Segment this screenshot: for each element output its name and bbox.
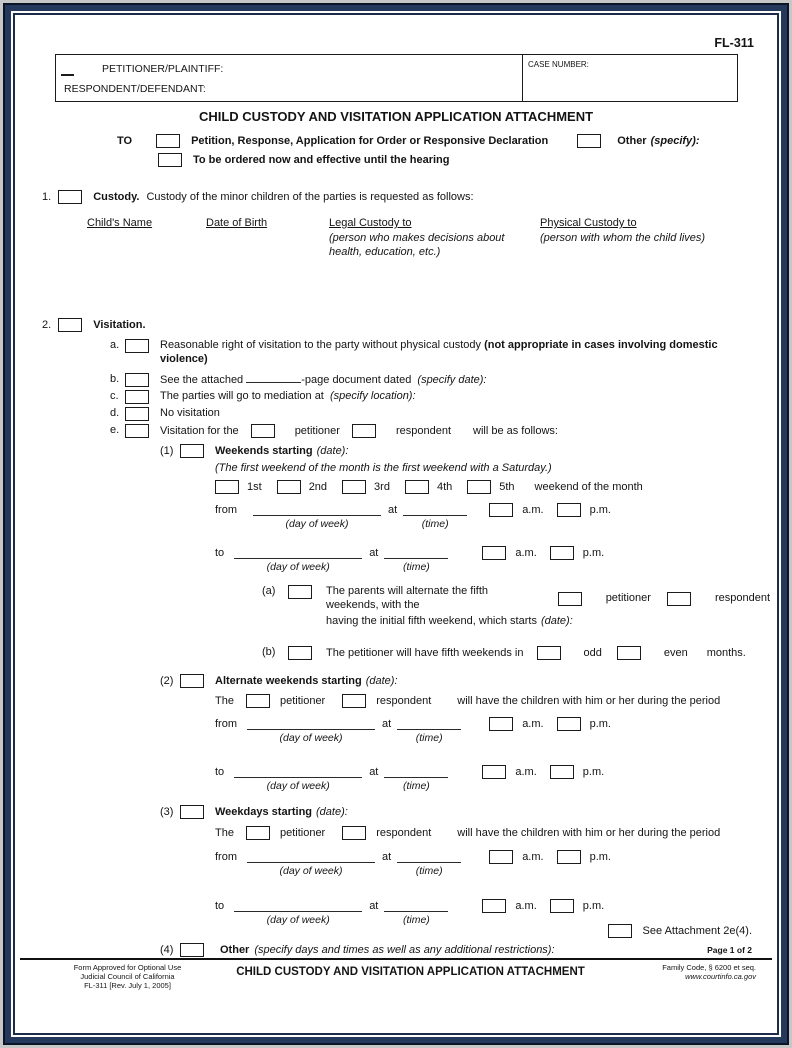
subsection-other — [160, 943, 770, 957]
ordinal-2nd-label: 2nd — [308, 481, 328, 493]
subsection-alternate-weekends — [160, 674, 770, 793]
time-label: (time) — [402, 561, 430, 573]
legal-custody-note: (person who makes decisions about health, education, etc.) — [329, 232, 505, 258]
item-e-text-normal: Visitation for the — [160, 424, 239, 437]
form-title: CHILD CUSTODY AND VISITATION APPLICATION ATTACHMENT — [198, 109, 594, 124]
footer-approval-block — [20, 963, 235, 990]
to-day-stack — [234, 765, 362, 793]
time-label: (time) — [402, 780, 430, 792]
respondent-label: RESPONDENT/DEFENDANT: — [64, 83, 206, 95]
pm-label: p.m. — [589, 718, 611, 730]
from-day-stack — [247, 717, 375, 745]
item-1a-text — [326, 584, 770, 628]
caption-box — [55, 54, 738, 102]
at-label: at — [369, 547, 379, 559]
checkbox-weekdays[interactable] — [180, 805, 204, 819]
legal-custody-header: Legal Custody to — [329, 217, 412, 229]
ordinal-suffix: weekend of the month — [534, 481, 643, 493]
checkbox-to-pm[interactable] — [550, 899, 574, 913]
weekdays-to-row — [215, 899, 770, 927]
item-e-letter: e. — [110, 424, 120, 436]
from-day-field[interactable] — [247, 717, 375, 730]
weekends-title: Weekends starting — [215, 445, 313, 457]
column-legal-custody — [329, 216, 540, 259]
from-day-stack — [247, 850, 375, 878]
footer-form-revision: FL-311 [Rev. July 1, 2005] — [84, 981, 171, 990]
item-1a-date-label: (date): — [540, 615, 573, 627]
the-label: The — [215, 695, 234, 707]
am-label: a.m. — [522, 504, 544, 516]
checkbox-from-am[interactable] — [489, 717, 513, 731]
weekends-from-row — [215, 503, 770, 531]
to-time-field[interactable] — [384, 765, 448, 778]
pm-label: p.m. — [582, 547, 605, 559]
alternate-number: (2) — [160, 675, 174, 687]
checkbox-to-am[interactable] — [482, 899, 506, 913]
to-time-field[interactable] — [384, 899, 448, 912]
pm-label: p.m. — [589, 504, 611, 516]
weekdays-number: (3) — [160, 806, 174, 818]
visitation-section — [42, 318, 770, 957]
day-of-week-label: (day of week) — [266, 780, 330, 792]
respondent-label: respondent — [376, 827, 432, 839]
checkbox-odd[interactable] — [537, 646, 561, 660]
from-time-stack — [397, 717, 461, 745]
from-day-stack — [253, 503, 381, 531]
case-number-cell[interactable] — [522, 55, 737, 101]
from-label: from — [215, 504, 237, 516]
from-time-field[interactable] — [397, 850, 461, 863]
item-1b — [262, 645, 770, 660]
item-d-letter: d. — [110, 407, 120, 419]
see-attachment-row — [608, 924, 752, 938]
item-1a-line2-text: having the initial fifth weekend, which starts — [326, 615, 537, 627]
weekdays-from-row — [215, 850, 770, 878]
item-a-text-normal: Reasonable right of visitation to the party without physical custody — [160, 339, 482, 351]
checkbox-from-pm[interactable] — [557, 717, 581, 731]
item-c-specify-location: (specify location): — [329, 390, 416, 402]
at-label: at — [388, 504, 398, 516]
item-d — [110, 406, 770, 421]
checkbox-e-petitioner[interactable] — [251, 424, 275, 438]
item-b-text — [160, 372, 487, 387]
form-page — [16, 16, 776, 1032]
checkbox-weekends[interactable] — [180, 444, 204, 458]
checkbox-e-respondent[interactable] — [352, 424, 376, 438]
footer-family-code: Family Code, § 6200 et seq. — [662, 963, 756, 972]
item-e — [110, 423, 770, 438]
period-text: will have the children with him or her during the period — [457, 827, 721, 839]
item-1b-text — [326, 645, 746, 660]
to-label: to — [215, 547, 225, 559]
column-date-of-birth: Date of Birth — [206, 217, 268, 229]
other-number: (4) — [160, 944, 174, 956]
checkbox-1a-respondent[interactable] — [667, 592, 691, 606]
at-label: at — [382, 851, 392, 863]
alternate-content — [215, 694, 770, 793]
physical-custody-header: Physical Custody to — [540, 217, 637, 229]
column-child-name: Child's Name — [87, 217, 153, 229]
respondent-label: respondent — [714, 592, 770, 604]
checkbox-item-c[interactable] — [125, 390, 149, 404]
checkbox-to-pm[interactable] — [550, 546, 574, 560]
alternate-title: Alternate weekends starting — [215, 675, 362, 687]
petition-option-label: Petition, Response, Application for Order or Responsive Declaration — [191, 135, 549, 147]
from-time-stack — [403, 503, 467, 531]
am-label: a.m. — [522, 718, 544, 730]
alternate-to-row — [215, 765, 770, 793]
from-label: from — [215, 851, 237, 863]
petitioner-label: petitioner — [279, 695, 326, 707]
item-1b-text-normal: The petitioner will have fifth weekends in — [326, 646, 524, 659]
e-petitioner-label: petitioner — [294, 424, 340, 437]
checkbox-ordered-now[interactable] — [158, 153, 182, 167]
physical-custody-note: (person with whom the child lives) — [540, 232, 706, 244]
to-day-field[interactable] — [234, 765, 362, 778]
item-a — [110, 338, 770, 366]
footer-code-block — [586, 963, 756, 981]
item-b-text1: See the attached — [160, 374, 244, 386]
item-1a — [262, 584, 770, 628]
from-time-field[interactable] — [397, 717, 461, 730]
checkbox-to-pm[interactable] — [550, 765, 574, 779]
to-section — [117, 134, 756, 167]
to-day-stack — [234, 899, 362, 927]
checkbox-from-am[interactable] — [489, 503, 513, 517]
party-cell[interactable] — [56, 55, 522, 101]
checkbox-from-am[interactable] — [489, 850, 513, 864]
page-count-field[interactable] — [246, 372, 301, 383]
page-number: Page 1 of 2 — [707, 945, 752, 955]
checkbox-item-a[interactable] — [125, 339, 149, 353]
to-day-field[interactable] — [234, 546, 362, 559]
checkbox-alternate-weekends[interactable] — [180, 674, 204, 688]
checkbox-5th[interactable] — [467, 480, 491, 494]
item-c-text-normal: The parties will go to mediation at — [160, 390, 324, 402]
visitation-item-number: 2. — [42, 319, 52, 331]
ordinal-4th-label: 4th — [436, 481, 453, 493]
months-label: months. — [706, 646, 746, 659]
custody-heading-row — [42, 190, 756, 204]
day-of-week-label: (day of week) — [279, 865, 343, 877]
at-label: at — [369, 766, 379, 778]
item-e-suffix: will be as follows: — [473, 424, 558, 437]
day-of-week-label: (day of week) — [285, 518, 349, 530]
footer-approval-line1: Form Approved for Optional Use — [73, 963, 182, 972]
even-label: even — [663, 646, 688, 659]
time-label: (time) — [415, 865, 443, 877]
from-day-field[interactable] — [247, 850, 375, 863]
checkbox-to-am[interactable] — [482, 546, 506, 560]
checkbox-item-e[interactable] — [125, 424, 149, 438]
subsection-weekends — [160, 444, 770, 660]
checkbox-wd-respondent[interactable] — [342, 826, 366, 840]
day-of-week-label: (day of week) — [266, 914, 330, 926]
other-heading — [160, 943, 770, 957]
petitioner-label: petitioner — [605, 592, 651, 604]
checkbox-item-b[interactable] — [125, 373, 149, 387]
ordinal-row — [215, 480, 770, 494]
checkbox-1st[interactable] — [215, 480, 239, 494]
weekdays-heading — [160, 805, 770, 819]
the-label: The — [215, 827, 234, 839]
item-c-text — [160, 389, 416, 403]
from-day-field[interactable] — [253, 503, 381, 516]
weekends-content — [215, 461, 770, 660]
footer — [20, 958, 772, 990]
weekends-heading — [160, 444, 770, 458]
ordinal-5th-label: 5th — [499, 481, 515, 493]
custody-columns — [87, 216, 756, 259]
weekdays-date-label: (date): — [316, 806, 348, 818]
from-label: from — [215, 718, 237, 730]
item-1a-line2 — [326, 614, 770, 628]
time-label: (time) — [402, 914, 430, 926]
weekends-date-label: (date): — [316, 445, 349, 457]
pm-label: p.m. — [582, 900, 605, 912]
to-time-stack — [384, 899, 448, 927]
checkbox-item-d[interactable] — [125, 407, 149, 421]
to-time-stack — [384, 765, 448, 793]
odd-label: odd — [583, 646, 602, 659]
item-1a-line1-text: The parents will alternate the fifth weekends, with the — [326, 585, 489, 611]
petitioner-label: petitioner — [279, 827, 326, 839]
to-day-field[interactable] — [234, 899, 362, 912]
checkbox-1a[interactable] — [288, 585, 312, 599]
item-b — [110, 372, 770, 387]
day-of-week-label: (day of week) — [279, 732, 343, 744]
custody-section — [42, 190, 756, 259]
from-time-stack — [397, 850, 461, 878]
checkbox-4th[interactable] — [405, 480, 429, 494]
checkbox-to-am[interactable] — [482, 765, 506, 779]
item-d-text: No visitation — [160, 407, 220, 419]
to-time-field[interactable] — [384, 546, 448, 559]
checkbox-other[interactable] — [577, 134, 601, 148]
ordinal-1st-label: 1st — [247, 481, 262, 493]
am-label: a.m. — [515, 900, 537, 912]
custody-item-number: 1. — [42, 191, 52, 203]
item-a-text — [160, 338, 735, 366]
custody-intro: Custody of the minor children of the parties is requested as follows: — [146, 191, 474, 203]
checkbox-from-pm[interactable] — [557, 850, 581, 864]
item-a-text-bold: (not appropriate in cases involving domestic violence) — [160, 339, 718, 365]
checkbox-other-visitation[interactable] — [180, 943, 204, 957]
to-label: TO — [117, 135, 133, 147]
footer-approval-line2: Judicial Council of California — [80, 972, 175, 981]
weekends-number: (1) — [160, 445, 174, 457]
footer-title: CHILD CUSTODY AND VISITATION APPLICATION ATTACHMENT — [236, 966, 585, 978]
to-time-stack — [384, 546, 448, 574]
time-label: (time) — [415, 732, 443, 744]
pm-label: p.m. — [582, 766, 605, 778]
subsection-weekdays — [160, 805, 770, 927]
at-label: at — [369, 900, 379, 912]
see-attachment-label: See Attachment 2e(4). — [642, 925, 752, 937]
bracket-mark — [61, 74, 74, 76]
checkbox-alt-respondent[interactable] — [342, 694, 366, 708]
item-b-text2: -page document dated — [301, 374, 412, 386]
ordered-option-label: To be ordered now and effective until the hearing — [193, 154, 450, 166]
alternate-party-row — [215, 694, 770, 708]
column-physical-custody — [540, 216, 756, 259]
form-number: FL-311 — [714, 36, 754, 50]
item-1a-line1 — [326, 584, 770, 612]
item-b-specify-date: (specify date): — [417, 374, 487, 386]
item-1a-number: (a) — [262, 585, 276, 597]
checkbox-wd-petitioner[interactable] — [246, 826, 270, 840]
checkbox-even[interactable] — [617, 646, 641, 660]
e-respondent-label: respondent — [395, 424, 451, 437]
weekends-note: (The first weekend of the month is the first weekend with a Saturday.) — [215, 462, 552, 474]
pm-label: p.m. — [589, 851, 611, 863]
to-row-petition — [117, 134, 756, 148]
checkbox-visitation[interactable] — [58, 318, 82, 332]
other-label: Other — [617, 135, 647, 147]
checkbox-custody[interactable] — [58, 190, 82, 204]
checkbox-alt-petitioner[interactable] — [246, 694, 270, 708]
checkbox-see-attachment[interactable] — [608, 924, 632, 938]
item-b-letter: b. — [110, 373, 120, 385]
to-label: to — [215, 900, 225, 912]
respondent-label: respondent — [376, 695, 432, 707]
footer-court-url[interactable]: www.courtinfo.ca.gov — [685, 972, 756, 981]
am-label: a.m. — [515, 766, 537, 778]
checkbox-2nd[interactable] — [277, 480, 301, 494]
petitioner-label: PETITIONER/PLAINTIFF: — [102, 63, 224, 75]
to-day-stack — [234, 546, 362, 574]
alternate-heading — [160, 674, 770, 688]
weekdays-content — [215, 826, 770, 927]
day-of-week-label: (day of week) — [266, 561, 330, 573]
weekdays-party-row — [215, 826, 770, 840]
period-text: will have the children with him or her during the period — [457, 695, 721, 707]
weekdays-title: Weekdays starting — [215, 806, 313, 818]
case-number-label: CASE NUMBER: — [528, 60, 589, 69]
ordinal-3rd-label: 3rd — [374, 481, 390, 493]
checkbox-from-pm[interactable] — [557, 503, 581, 517]
item-c-letter: c. — [110, 390, 119, 402]
weekends-to-row — [215, 546, 770, 574]
from-time-field[interactable] — [403, 503, 467, 516]
item-c — [110, 389, 770, 404]
other-title: Other — [220, 944, 250, 956]
checkbox-3rd[interactable] — [342, 480, 366, 494]
item-1b-number: (b) — [262, 646, 276, 658]
checkbox-1b[interactable] — [288, 646, 312, 660]
at-label: at — [382, 718, 392, 730]
to-label: to — [215, 766, 225, 778]
visitation-heading: Visitation. — [93, 319, 146, 331]
am-label: a.m. — [515, 547, 537, 559]
item-e-text — [160, 423, 558, 438]
checkbox-1a-petitioner[interactable] — [558, 592, 582, 606]
visitation-heading-row — [42, 318, 770, 332]
item-a-letter: a. — [110, 339, 120, 351]
am-label: a.m. — [522, 851, 544, 863]
alternate-date-label: (date): — [365, 675, 398, 687]
alternate-from-row — [215, 717, 770, 745]
custody-heading: Custody. — [93, 191, 140, 203]
other-specify-text: (specify days and times as well as any additional restrictions): — [254, 944, 555, 956]
checkbox-petition-response[interactable] — [156, 134, 180, 148]
time-label: (time) — [421, 518, 449, 530]
other-specify-label: (specify): — [650, 135, 700, 147]
to-row-ordered — [117, 153, 756, 167]
